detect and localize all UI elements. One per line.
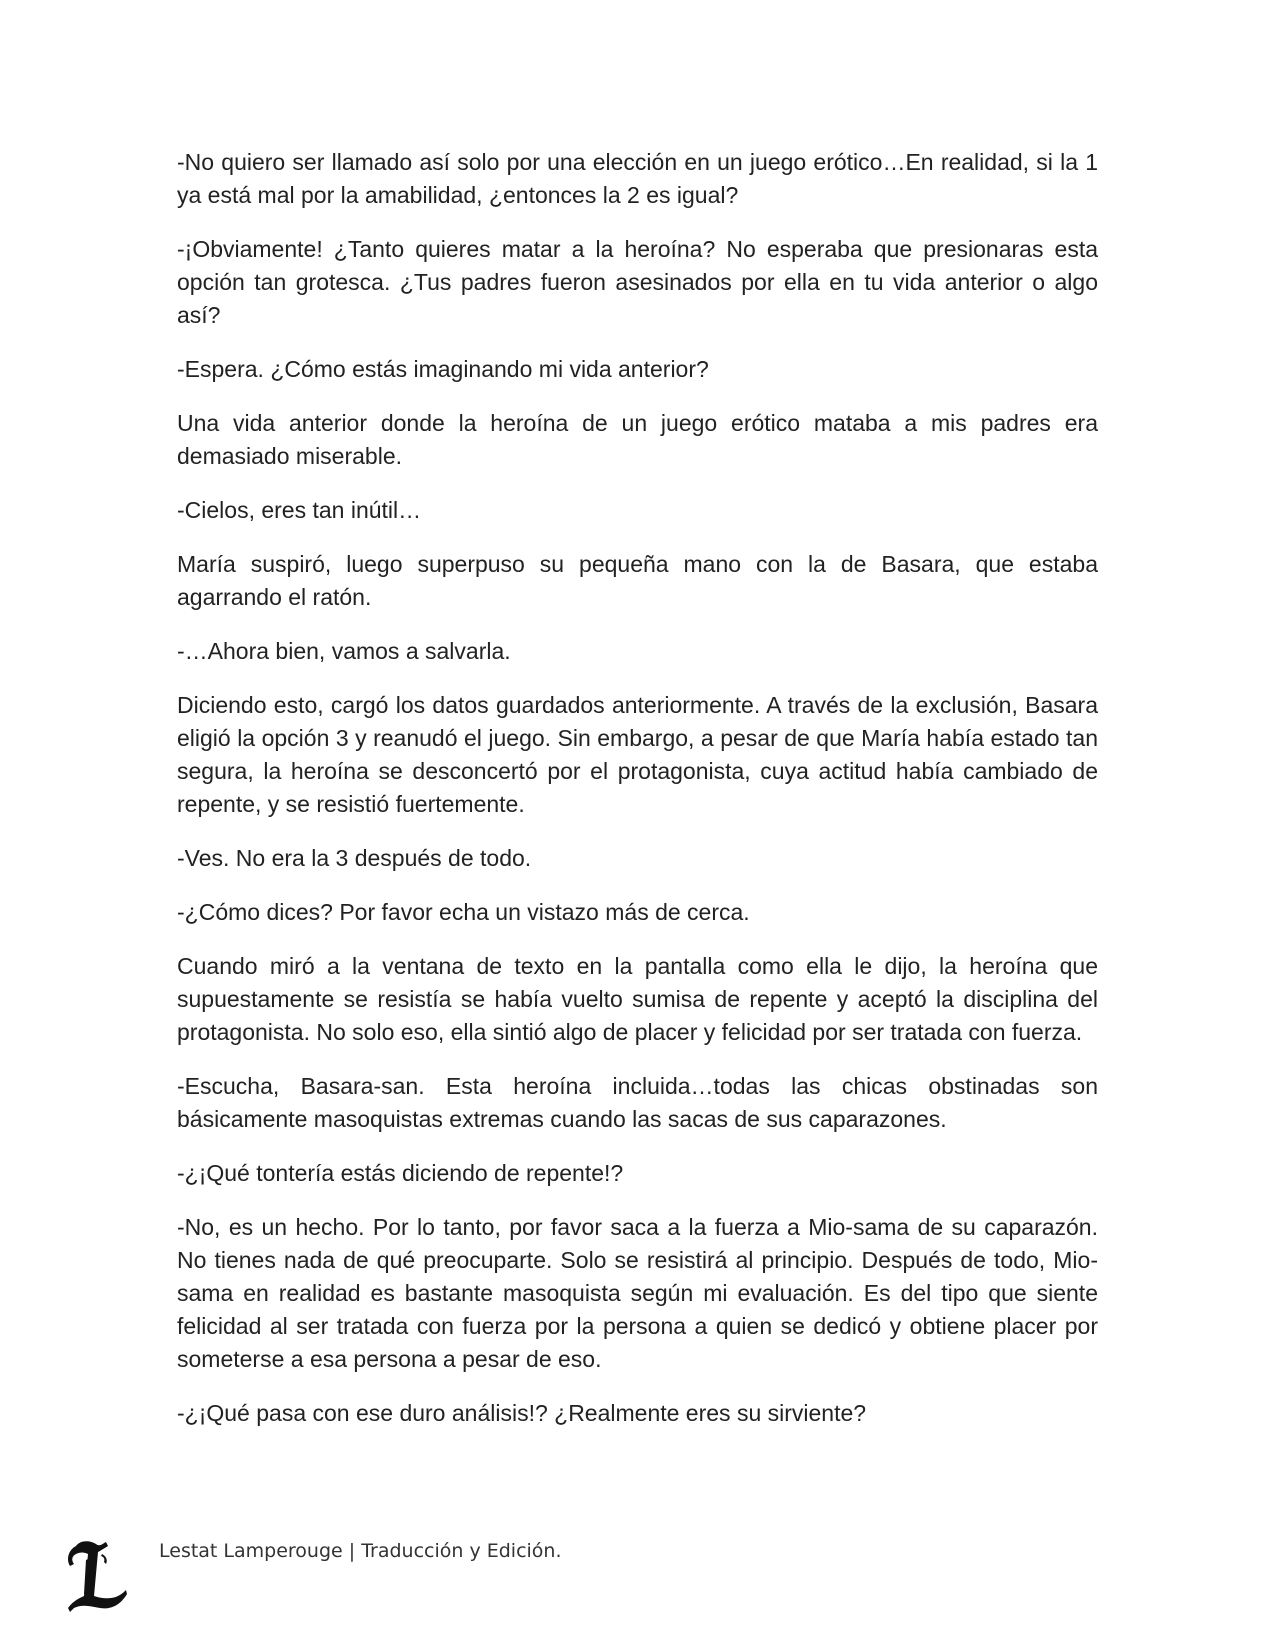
paragraph-6: María suspiró, luego superpuso su pequeña mano con la de Basara, que estaba agarrando el ratón. — [177, 551, 1098, 610]
document-body — [177, 146, 1098, 1451]
gothic-l-logo-shape — [66, 1538, 128, 1614]
paragraph-7: -…Ahora bien, vamos a salvarla. — [177, 638, 511, 664]
paragraph-15: -¿¡Qué pasa con ese duro análisis!? ¿Realmente eres su sirviente? — [177, 1400, 867, 1426]
paragraph-11: Cuando miró a la ventana de texto en la pantalla como ella le dijo, la heroína que supuestamente se resistía se había vuelto sumisa de repente y aceptó la disciplina del protagonista. No solo eso, ella sintió algo de placer y felicidad por ser tratada con fuerza. — [177, 953, 1098, 1045]
paragraph-2: -¡Obviamente! ¿Tanto quieres matar a la heroína? No esperaba que presionaras esta opción tan grotesca. ¿Tus padres fueron asesinados por ella en tu vida anterior o algo así? — [177, 236, 1098, 328]
paragraph-9: -Ves. No era la 3 después de todo. — [177, 845, 532, 871]
paragraph-3: -Espera. ¿Cómo estás imaginando mi vida anterior? — [177, 356, 709, 382]
paragraph-4: Una vida anterior donde la heroína de un juego erótico mataba a mis padres era demasiado miserable. — [177, 410, 1098, 469]
gothic-l-logo-icon — [66, 1538, 126, 1613]
page-footer — [66, 1538, 766, 1613]
paragraph-14: -No, es un hecho. Por lo tanto, por favor saca a la fuerza a Mio-sama de su caparazón. No tienes nada de qué preocuparte. Solo se resistirá al principio. Después de todo, Mio-sama en realidad es bastante masoquista según mi evaluación. Es del tipo que siente felicidad al ser tratada con fuerza por la persona a quien se dedicó y obtiene placer por someterse a esa persona a pesar de eso. — [177, 1214, 1098, 1372]
footer-credit: Lestat Lamperouge | Traducción y Edición. — [159, 1540, 562, 1562]
paragraph-10: -¿Cómo dices? Por favor echa un vistazo más de cerca. — [177, 899, 750, 925]
paragraph-12: -Escucha, Basara-san. Esta heroína incluida…todas las chicas obstinadas son básicamente masoquistas extremas cuando las sacas de sus caparazones. — [177, 1073, 1098, 1132]
paragraph-13: -¿¡Qué tontería estás diciendo de repente!? — [177, 1160, 624, 1186]
paragraph-5: -Cielos, eres tan inútil… — [177, 497, 422, 523]
paragraph-8: Diciendo esto, cargó los datos guardados anteriormente. A través de la exclusión, Basara eligió la opción 3 y reanudó el juego. Sin embargo, a pesar de que María había estado tan segura, la heroína se desconcertó por el protagonista, cuya actitud había cambiado de repente, y se resistió fuertemente. — [177, 692, 1098, 817]
paragraph-1: -No quiero ser llamado así solo por una elección en un juego erótico…En realidad, si la 1 ya está mal por la amabilidad, ¿entonces la 2 es igual? — [177, 149, 1098, 208]
